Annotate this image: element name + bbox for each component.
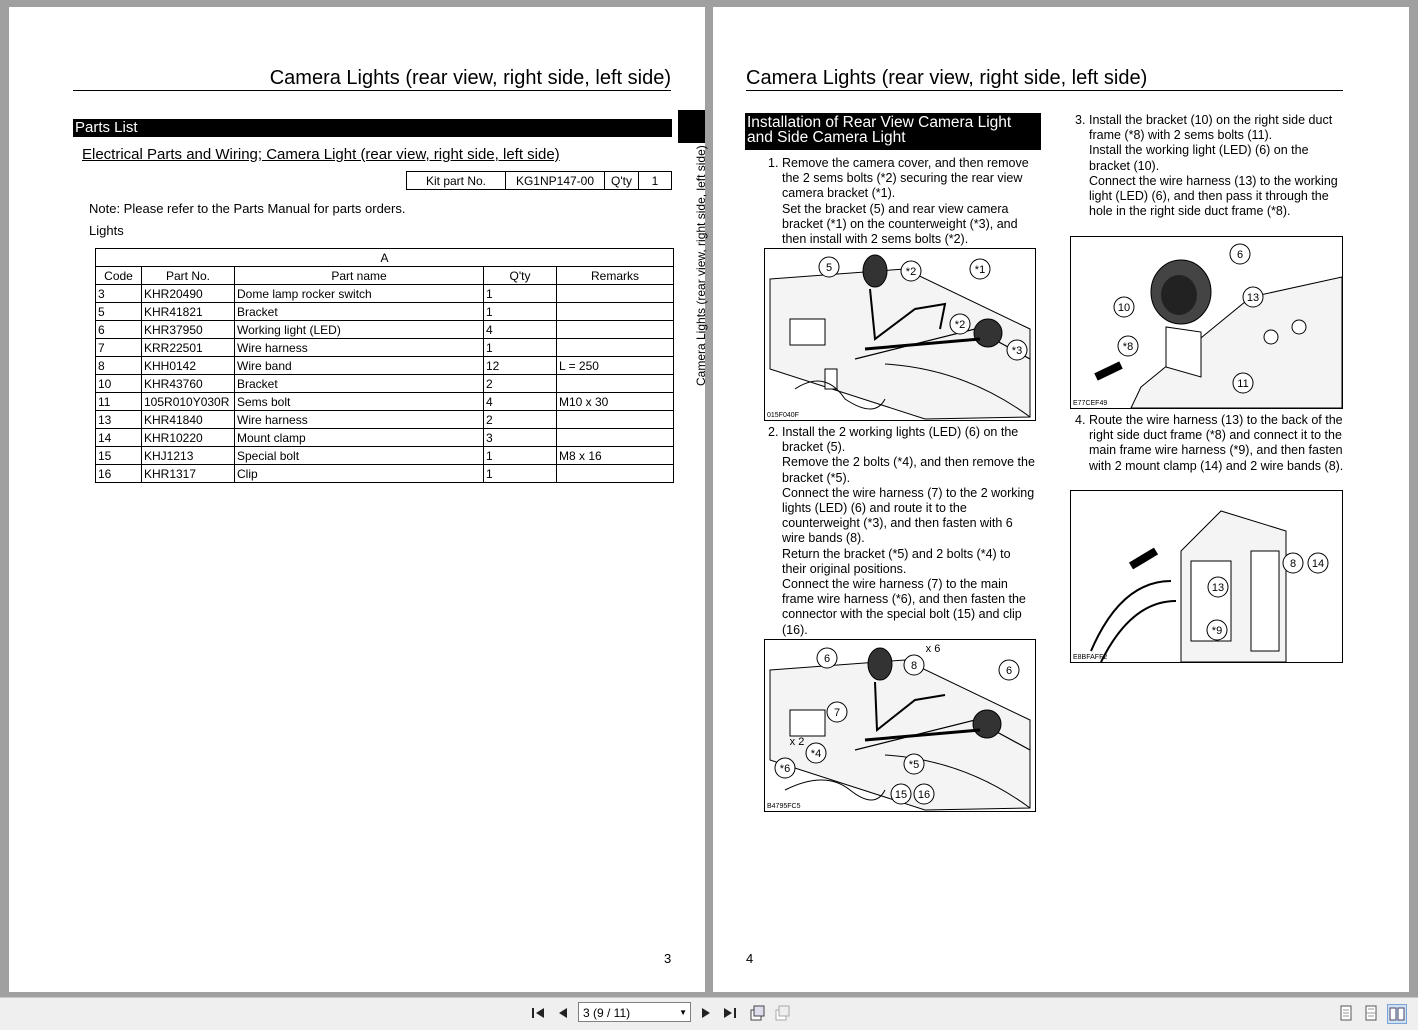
callout: 13 <box>1211 582 1225 594</box>
table-cell: M10 x 30 <box>557 393 674 411</box>
table-cell: 16 <box>96 465 142 483</box>
figure-code: E8BFAFF2 <box>1073 654 1108 661</box>
callout: 11 <box>1237 378 1249 390</box>
callout: 15 <box>894 789 908 801</box>
table-cell: 1 <box>484 339 557 357</box>
kit-label: Kit part No. <box>407 172 506 190</box>
table-header-row <box>96 267 674 285</box>
table-row <box>96 339 674 357</box>
table-cell <box>557 465 674 483</box>
table-cell: Wire harness <box>235 339 484 357</box>
table-cell: KHJ1213 <box>142 447 235 465</box>
callout: x 6 <box>925 643 941 655</box>
table-cell: KRR22501 <box>142 339 235 357</box>
next-view-icon[interactable] <box>773 1004 791 1022</box>
figure-code: B4795FC5 <box>767 803 801 810</box>
right-page <box>713 7 1409 992</box>
table-cell: KHH0142 <box>142 357 235 375</box>
table-cell: 14 <box>96 429 142 447</box>
callout: 14 <box>1311 558 1325 570</box>
table-cell: Bracket <box>235 303 484 321</box>
table-row <box>96 447 674 465</box>
table-cell: 1 <box>484 447 557 465</box>
table-cell: 1 <box>484 465 557 483</box>
callout: 10 <box>1117 302 1131 314</box>
callout: 8 <box>1289 558 1297 570</box>
page-title: Camera Lights (rear view, right side, left side) <box>269 67 671 89</box>
column-header: Part No. <box>142 267 235 285</box>
section-title: Installation of Rear View Camera Light and Side Camera Light <box>745 113 1041 150</box>
first-page-icon[interactable] <box>529 1004 547 1022</box>
table-cell: 1 <box>484 303 557 321</box>
callout: *9 <box>1211 625 1223 637</box>
section-bar <box>73 119 672 137</box>
figure-4-drawing <box>1071 491 1342 662</box>
table-row <box>96 357 674 375</box>
table-row <box>96 429 674 447</box>
table-cell <box>557 339 674 357</box>
callout: 5 <box>825 262 833 274</box>
callout: *2 <box>905 266 917 278</box>
left-page <box>9 7 708 992</box>
prev-view-icon[interactable] <box>748 1004 766 1022</box>
figure-code: 015F040F <box>767 412 799 419</box>
viewer-toolbar <box>0 997 1418 1030</box>
table-cell: 12 <box>484 357 557 375</box>
parts-table <box>95 248 674 483</box>
table-cell <box>557 303 674 321</box>
callout: 7 <box>833 707 841 719</box>
table-cell <box>557 375 674 393</box>
figure-2 <box>764 639 1036 812</box>
page-title: Camera Lights (rear view, right side, left side) <box>746 67 1148 89</box>
table-cell: 105R010Y030R <box>142 393 235 411</box>
table-row <box>96 375 674 393</box>
table-cell <box>557 321 674 339</box>
table-row <box>96 411 674 429</box>
title-rule <box>746 90 1343 91</box>
page-number-select[interactable]: 3 (9 / 11) ▼ <box>578 1002 691 1022</box>
column-header: Remarks <box>557 267 674 285</box>
figure-1-drawing <box>765 249 1035 420</box>
page-number: 4 <box>746 951 754 966</box>
continuous-view-icon[interactable] <box>1362 1004 1380 1022</box>
next-page-icon[interactable] <box>697 1004 715 1022</box>
figure-3 <box>1070 236 1343 409</box>
callout: 13 <box>1246 292 1260 304</box>
title-rule <box>73 90 671 91</box>
table-cell: KHR10220 <box>142 429 235 447</box>
table-cell: 11 <box>96 393 142 411</box>
kit-qty-label: Q'ty <box>605 172 639 190</box>
callout: 6 <box>1005 665 1013 677</box>
figure-code: E77CEF49 <box>1073 400 1108 407</box>
table-cell: KHR20490 <box>142 285 235 303</box>
figure-1 <box>764 248 1036 421</box>
table-cell: 2 <box>484 375 557 393</box>
table-cell: 3 <box>484 429 557 447</box>
table-cell: 8 <box>96 357 142 375</box>
table-row <box>96 465 674 483</box>
callout: *6 <box>779 763 791 775</box>
group-label: Lights <box>89 223 124 238</box>
table-row <box>96 285 674 303</box>
table-row <box>96 303 674 321</box>
step-3: 3. Install the bracket (10) on the right side duct frame (*8) with 2 sems bolts (11). Install the working light (LED) (6) on the bracket (10). Connect the wire harness (13) to the working light (LED) (6), and then pass it through the hole in the right side duct frame (*8). <box>1075 113 1338 219</box>
table-cell: Dome lamp rocker switch <box>235 285 484 303</box>
callout: *2 <box>954 319 966 331</box>
callout: x 2 <box>789 736 805 748</box>
figure-2-drawing <box>765 640 1035 811</box>
table-row <box>96 393 674 411</box>
table-cell: 4 <box>484 393 557 411</box>
table-cell: 1 <box>484 285 557 303</box>
chevron-down-icon: ▼ <box>679 1008 687 1017</box>
step-4: 4. Route the wire harness (13) to the back of the right side duct frame (*8) and connect it to the main frame wire harness (*9), and then fasten with 2 mount clamp (14) and 2 wire bands (8). <box>1075 413 1344 473</box>
table-cell: 6 <box>96 321 142 339</box>
callout: *5 <box>908 759 920 771</box>
page-number: 3 <box>664 951 672 966</box>
table-cell: 10 <box>96 375 142 393</box>
subtitle: Electrical Parts and Wiring; Camera Light (rear view, right side, left side) <box>82 146 560 163</box>
side-tab-label: Camera Lights (rear view, right side, left side) <box>694 145 708 386</box>
table-cell <box>557 411 674 429</box>
table-group-header: A <box>96 249 674 267</box>
table-cell: KHR41821 <box>142 303 235 321</box>
callout: 6 <box>1236 249 1244 261</box>
callout: 16 <box>917 789 931 801</box>
callout: *8 <box>1122 341 1134 353</box>
table-cell: 2 <box>484 411 557 429</box>
single-page-view-icon[interactable] <box>1337 1004 1355 1022</box>
table-cell: M8 x 16 <box>557 447 674 465</box>
table-cell: KHR43760 <box>142 375 235 393</box>
table-cell: KHR1317 <box>142 465 235 483</box>
table-cell: KHR37950 <box>142 321 235 339</box>
callout: 6 <box>823 653 831 665</box>
prev-page-icon[interactable] <box>554 1004 572 1022</box>
table-cell: Bracket <box>235 375 484 393</box>
table-cell: 3 <box>96 285 142 303</box>
column-header: Q'ty <box>484 267 557 285</box>
column-header: Part name <box>235 267 484 285</box>
table-cell: Special bolt <box>235 447 484 465</box>
table-cell: Wire harness <box>235 411 484 429</box>
facing-view-icon[interactable] <box>1387 1004 1407 1024</box>
table-cell: Mount clamp <box>235 429 484 447</box>
table-cell: Sems bolt <box>235 393 484 411</box>
table-cell: 13 <box>96 411 142 429</box>
last-page-icon[interactable] <box>721 1004 739 1022</box>
table-cell: 15 <box>96 447 142 465</box>
figure-4 <box>1070 490 1343 663</box>
step-1: 1. Remove the camera cover, and then remove the 2 sems bolts (*2) securing the rear view camera bracket (*1). Set the bracket (5) and rear view camera bracket (*1) on the counterweight (*3), and then install with 2 sems bolts (*2). <box>768 156 1029 247</box>
table-cell <box>557 285 674 303</box>
table-row <box>96 321 674 339</box>
callout: 8 <box>910 660 918 672</box>
kit-qty: 1 <box>638 172 671 190</box>
kit-table <box>406 171 672 190</box>
section-title: Parts List <box>75 119 138 136</box>
callout: *4 <box>810 748 822 760</box>
side-tab-marker <box>678 110 705 143</box>
table-cell <box>557 429 674 447</box>
table-cell: 4 <box>484 321 557 339</box>
table-cell: Working light (LED) <box>235 321 484 339</box>
note-text: Note: Please refer to the Parts Manual for parts orders. <box>89 201 406 216</box>
table-cell: Wire band <box>235 357 484 375</box>
table-cell: Clip <box>235 465 484 483</box>
table-cell: 5 <box>96 303 142 321</box>
table-cell: L = 250 <box>557 357 674 375</box>
kit-value: KG1NP147-00 <box>506 172 605 190</box>
step-2: 2. Install the 2 working lights (LED) (6) on the bracket (5). Remove the 2 bolts (*4), and then remove the bracket (*5). Connect the wire harness (7) to the 2 working lights (LED) (6) and route it to the counterweight (*3), and then fasten with 6 wire bands (8). Return the bracket (*5) and 2 bolts (*4) to their original positions. Connect the wire harness (7) to the main frame wire harness (*6), and then fasten the connector with the special bolt (15) and clip (16). <box>768 425 1035 637</box>
column-header: Code <box>96 267 142 285</box>
callout: *1 <box>974 264 986 276</box>
table-cell: KHR41840 <box>142 411 235 429</box>
table-cell: 7 <box>96 339 142 357</box>
figure-3-drawing <box>1071 237 1342 408</box>
callout: *3 <box>1011 345 1023 357</box>
